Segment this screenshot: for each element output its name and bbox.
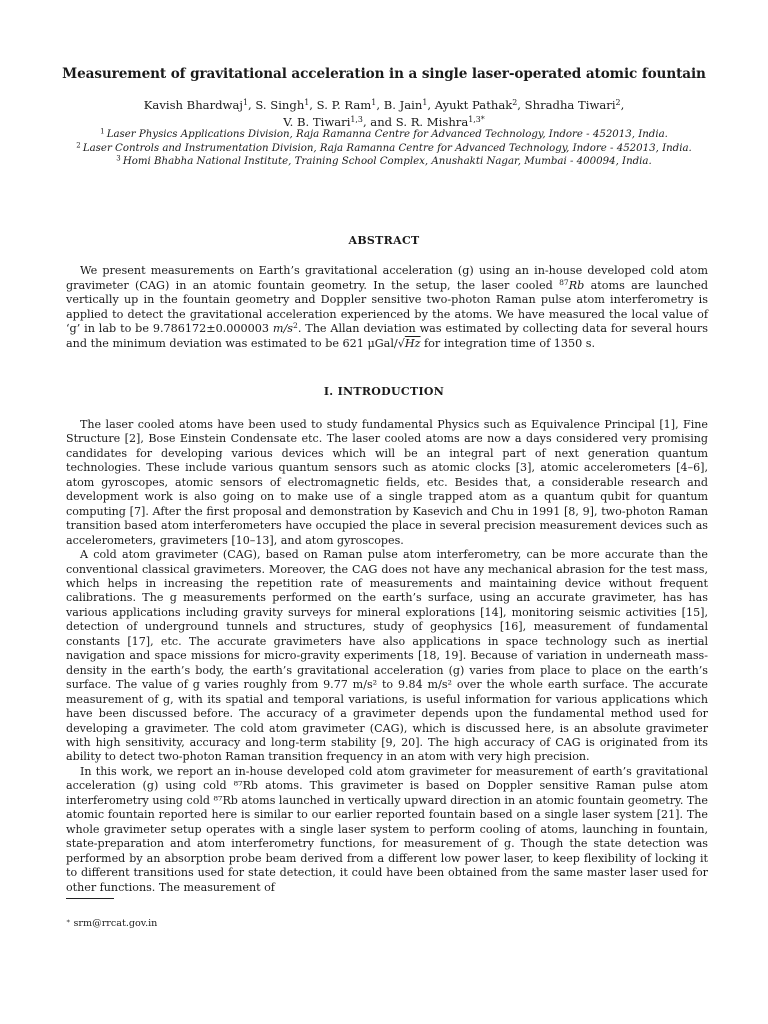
- footnote-mark: ∗: [66, 916, 71, 925]
- intro-paragraph: In this work, we report an in-house developed cold atom gravimeter for measurement of earth’s gravitational acceleration (g) using cold ⁸⁷Rb atoms. This gravimeter is based on Doppler sensitive Raman pulse atom interferometry using cold ⁸⁷Rb atoms launched in vertically upward direction in an atomic fountain geometry. The atomic fountain reported here is similar to our earlier reported fountain based on a single laser system [21]. The whole gravimeter setup operates with a single laser system to perform cooling of atoms, launching in fountain, state-preparation and atom interferometry functions, for measurement of g. Though the state detection was performed by an absorption probe beam derived from a different low power laser, to keep flexibility of locking it to different transitions used for state detection, it could have been obtained from the same master laser used for other functions. The measurement of: [66, 764, 708, 894]
- author-name: S. P. Ram: [316, 98, 372, 112]
- affiliation-number: 2: [76, 141, 83, 150]
- affiliation-list: [40, 128, 728, 169]
- unit-ms2: m/s: [272, 322, 293, 336]
- unit-exponent: 2: [292, 321, 298, 331]
- affiliation-number: 1: [100, 127, 107, 136]
- author-name: Ayukt Pathak: [434, 98, 513, 112]
- paper-title: Measurement of gravitational acceleration in a single laser-operated atomic fountain: [62, 66, 706, 82]
- footnote: [66, 918, 157, 929]
- abstract-part-4: for integration time of 1350 s.: [420, 336, 596, 350]
- author-affiliation-mark: 1: [242, 98, 248, 108]
- affiliation-line: [40, 155, 728, 169]
- author-affiliation-mark: 1,3: [350, 115, 363, 125]
- author-name: S. R. Mishra: [395, 115, 469, 129]
- footnote-rule: [66, 898, 114, 899]
- affiliation-text: Laser Physics Applications Division, Raja Ramanna Centre for Advanced Technology, Indore - 452013, India.: [106, 129, 668, 140]
- section-heading-introduction: I. INTRODUCTION: [323, 385, 445, 398]
- affiliation-number: 3: [116, 154, 123, 163]
- author-name: B. Jain: [383, 98, 423, 112]
- author-name: Kavish Bhardwaj: [143, 98, 243, 112]
- abstract-part-2: atoms are launched vertically up in the fountain geometry and Doppler sensitive two-photon Raman pulse atom interferometry is applied to detect the gravitational acceleration experienced by the atoms. We have measured the local value of ‘g’ in lab to be 9.786172±0.000003: [66, 278, 708, 336]
- abstract-part-3: . The Allan deviation was estimated by collecting data for several hours and the minimum deviation was estimated to be 621 μGal/√: [66, 322, 708, 350]
- rb-mass-number: 87: [559, 277, 569, 287]
- author-affiliation-mark: 1,3*: [468, 115, 485, 125]
- intro-paragraph: The laser cooled atoms have been used to study fundamental Physics such as Equivalence Principal [1], Fine Structure [2], Bose Einstein Condensate etc. The laser cooled atoms are now a days considered very promising candidates for developing various devices which will be an integral part of next generation quantum technologies. These include various quantum sensors such as atomic clocks [3], atomic accelerometers [4–6], atom gyroscopes, atomic sensors of electromagnetic fields, etc. Besides that, a considerable research and development work is also going on to make use of a single trapped atom as a quantum qubit for quantum computing [7]. After the first proposal and demonstration by Kasevich and Chu in 1991 [8, 9], two-photon Raman transition based atom interferometers have occupied the place in several precision measurement devices such as accelerometers, gravimeters [10–13], and atom gyroscopes.: [66, 418, 708, 547]
- affiliation-line: [40, 142, 728, 156]
- intro-paragraph: A cold atom gravimeter (CAG), based on Raman pulse atom interferometry, can be more accurate than the conventional classical gravimeters. Moreover, the CAG does not have any mechanical abrasion for the test mass, which helps in increasing the repetition rate of measurements and maintaining device without frequent calibrations. The g measurements performed on the earth’s surface, using an accurate gravimeter, has has various applications including gravity surveys for mineral explorations [14], monitoring seismic activities [15], detection of underground tunnels and structures, study of geophysics [16], measurement of fundamental constants [17], etc. The accurate gravimeters have also applications in space technology such as inertial navigation and space missions for micro-gravity experiments [18, 19]. Because of variation in underneath mass-density in the earth’s body, the earth’s gravitational acceleration (g) varies from place to place on the earth’s surface. The value of g varies roughly from 9.77 m/s² to 9.84 m/s² over the whole earth surface. The accurate measurement of g, with its spatial and temporal variations, is useful information for various applications which have been discussed before. The accuracy of a gravimeter depends upon the fundamental method used for developing a gravimeter. The cold atom gravimeter (CAG), which is discussed here, is an absolute gravimeter with high sensitivity, accuracy and long-term stability [9, 20]. The high accuracy of CAG is originated from its ability to detect two-photon Raman transition frequency in an atom with very high precision.: [66, 548, 708, 764]
- author-affiliation-mark: 2: [512, 98, 518, 108]
- author-list: Kavish Bhardwaj$^1$, S. Singh$^1$, S. P. Ram$^1$, B. Jain$^1$, Ayukt Pathak$^2$, Shradha Tiwari$^2$, V. B. Tiwari$^{1,3}$, and S. R. Mishra$^{1,3*}$: [143, 98, 625, 129]
- author-affiliation-mark: 1: [422, 98, 428, 108]
- rb-symbol: Rb: [568, 278, 585, 292]
- unit-hz: Hz: [404, 336, 421, 350]
- introduction-body: [66, 418, 708, 895]
- author-affiliation-mark: 2: [615, 98, 621, 108]
- footnote-email[interactable]: srm@rrcat.gov.in: [73, 918, 158, 929]
- affiliation-text: Laser Controls and Instrumentation Division, Raja Ramanna Centre for Advanced Technology, Indore - 452013, India.: [82, 142, 692, 154]
- abstract-text: [66, 264, 708, 352]
- author-affiliation-mark: 1: [304, 98, 310, 108]
- author-name: Shradha Tiwari: [524, 98, 616, 112]
- affiliation-text: Homi Bhabha National Institute, Training School Complex, Anushakti Nagar, Mumbai - 400094, India.: [122, 156, 652, 167]
- abstract-heading: ABSTRACT: [348, 234, 420, 247]
- author-name: V. B. Tiwari: [283, 115, 351, 129]
- author-name: S. Singh: [255, 98, 305, 112]
- affiliation-line: [40, 128, 728, 142]
- abstract-part-1: We present measurements on Earth’s gravitational acceleration (g) using an in-house developed cold atom gravimeter (CAG) in an atomic fountain geometry. In the setup, the laser cooled: [66, 264, 708, 292]
- author-affiliation-mark: 1: [371, 98, 377, 108]
